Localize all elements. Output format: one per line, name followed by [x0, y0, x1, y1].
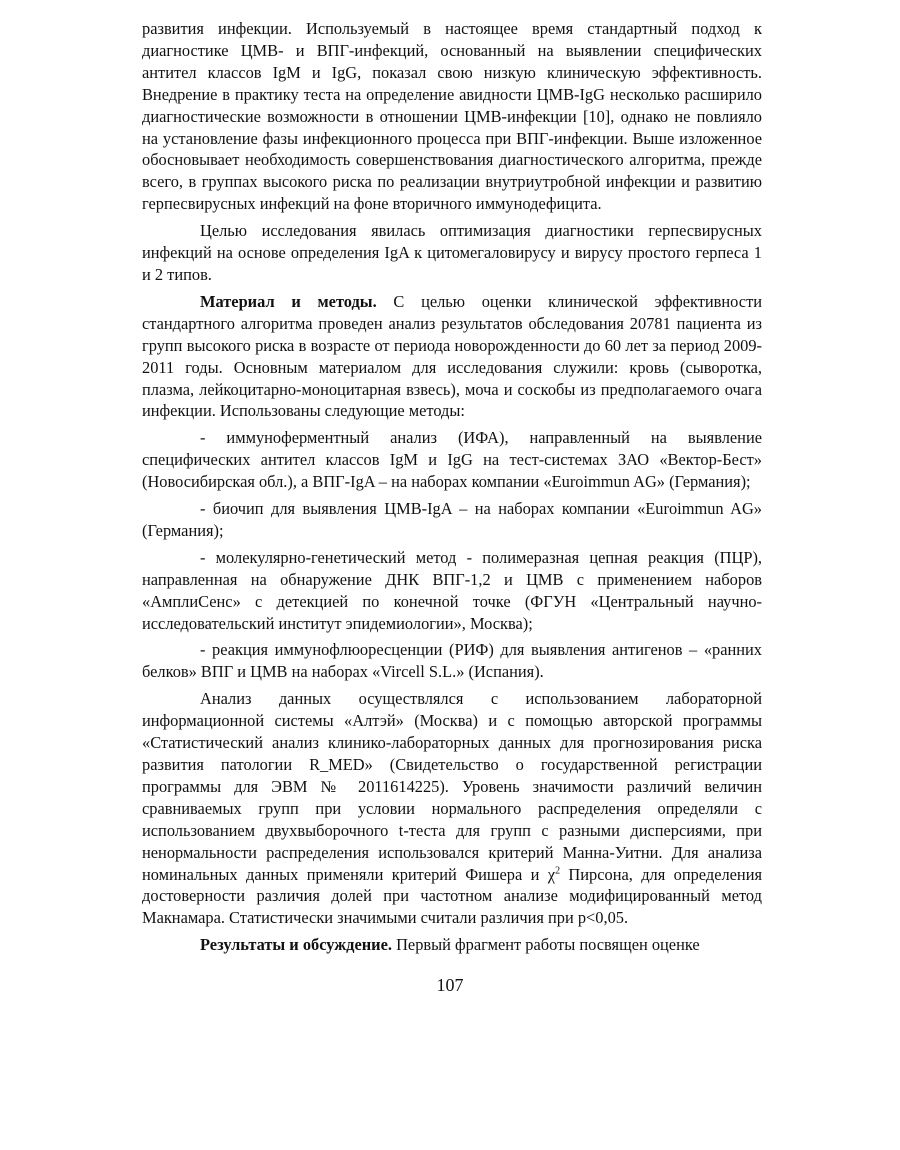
chi-square-superscript: 2: [555, 865, 561, 877]
data-analysis-text-b: Пирсона, для определения достоверности различия долей при частотном анализе модифицированный метод Макнамара. Статистически значимыми считали различия при p<0,05.: [142, 864, 762, 928]
results-text: Первый фрагмент работы посвящен оценке: [392, 935, 700, 955]
paragraph-results: [142, 934, 762, 956]
body-text: [142, 18, 762, 961]
paragraph-data-analysis: [142, 688, 762, 929]
list-item-elisa: - иммуноферментный анализ (ИФА), направленный на выявление специфических антител классов IgM и IgG на тест-системах ЗАО «Вектор-Бест» (Новосибирская обл.), а ВПГ-IgA – на наборах компании «Euroimmun AG» (Германия);: [142, 428, 762, 492]
data-analysis-text-a: Анализ данных осуществлялся с использованием лабораторной информационной системы «Алтэй» (Москва) и с помощью авторской программы «Статистический анализ клинико-лабораторных данных для прогнозирования риска развития патологии R_MED» (Свидетельство о государственной регистрации программы для ЭВМ № 2011614225). Уровень значимости различий величин сравниваемых групп при условии нормального распределения определяли с использованием двухвыборочного t-теста для групп с разными дисперсиями, при ненормальности распределения использовался критерий Манна-Уитни. Для анализа номинальных данных применяли критерий Фишера и χ: [142, 689, 762, 884]
section-heading-materials-methods: Материал и методы.: [200, 291, 377, 311]
list-item-pcr: - молекулярно-генетический метод - полимеразная цепная реакция (ПЦР), направленная на обнаружение ДНК ВПГ-1,2 и ЦМВ с применением наборов «АмплиСенс» с детекцией по конечной точке (ФГУН «Центральный научно-исследовательский институт эпидемиологии», Москва);: [142, 547, 762, 633]
paragraph-infection-diagnostics: развития инфекции. Используемый в настоящее время стандартный подход к диагностике ЦМВ- и ВПГ-инфекций, основанный на выявлении специфических антител классов IgM и IgG, показал свою низкую клиническую эффективность. Внедрение в практику теста на определение авидности ЦМВ-IgG несколько расширило диагностические возможности в отношении ЦМВ-инфекции [10], однако не повлияло на установление фазы инфекционного процесса при ВПГ-инфекции. Выше изложенное обосновывает необходимость совершенствования диагностического алгоритма, прежде всего, в группах высокого риска по реализации внутриутробной инфекции и развитию герпесвирусных инфекций на фоне вторичного иммунодефицита.: [142, 19, 762, 214]
list-item-rif: - реакция иммунофлюоресценции (РИФ) для выявления антигенов – «ранних белков» ВПГ и ЦМВ на наборах «Vircell S.L.» (Испания).: [142, 640, 762, 682]
section-heading-results: Результаты и обсуждение.: [200, 935, 392, 955]
page-number: 107: [436, 975, 464, 995]
list-item-biochip: - биочип для выявления ЦМВ-IgA – на наборах компании «Euroimmun AG» (Германия);: [142, 499, 762, 540]
paragraph-study-aim: Целью исследования явилась оптимизация диагностики герпесвирусных инфекций на основе определения IgA к цитомегаловирусу и вирусу простого герпеса 1 и 2 типов.: [142, 221, 762, 284]
paragraph-materials-methods: [142, 291, 762, 422]
materials-methods-text: С целью оценки клинической эффективности стандартного алгоритма проведен анализ результатов обследования 20781 пациента из групп высокого риска в возрасте от периода новорожденности до 60 лет за период 2009-2011 годы. Основным материалом для исследования служили: кровь (сыворотка, плазма, лейкоцитарно-моноцитарная взвесь), моча и соскобы из предполагаемого очага инфекции. Использованы следующие методы:: [142, 291, 762, 421]
